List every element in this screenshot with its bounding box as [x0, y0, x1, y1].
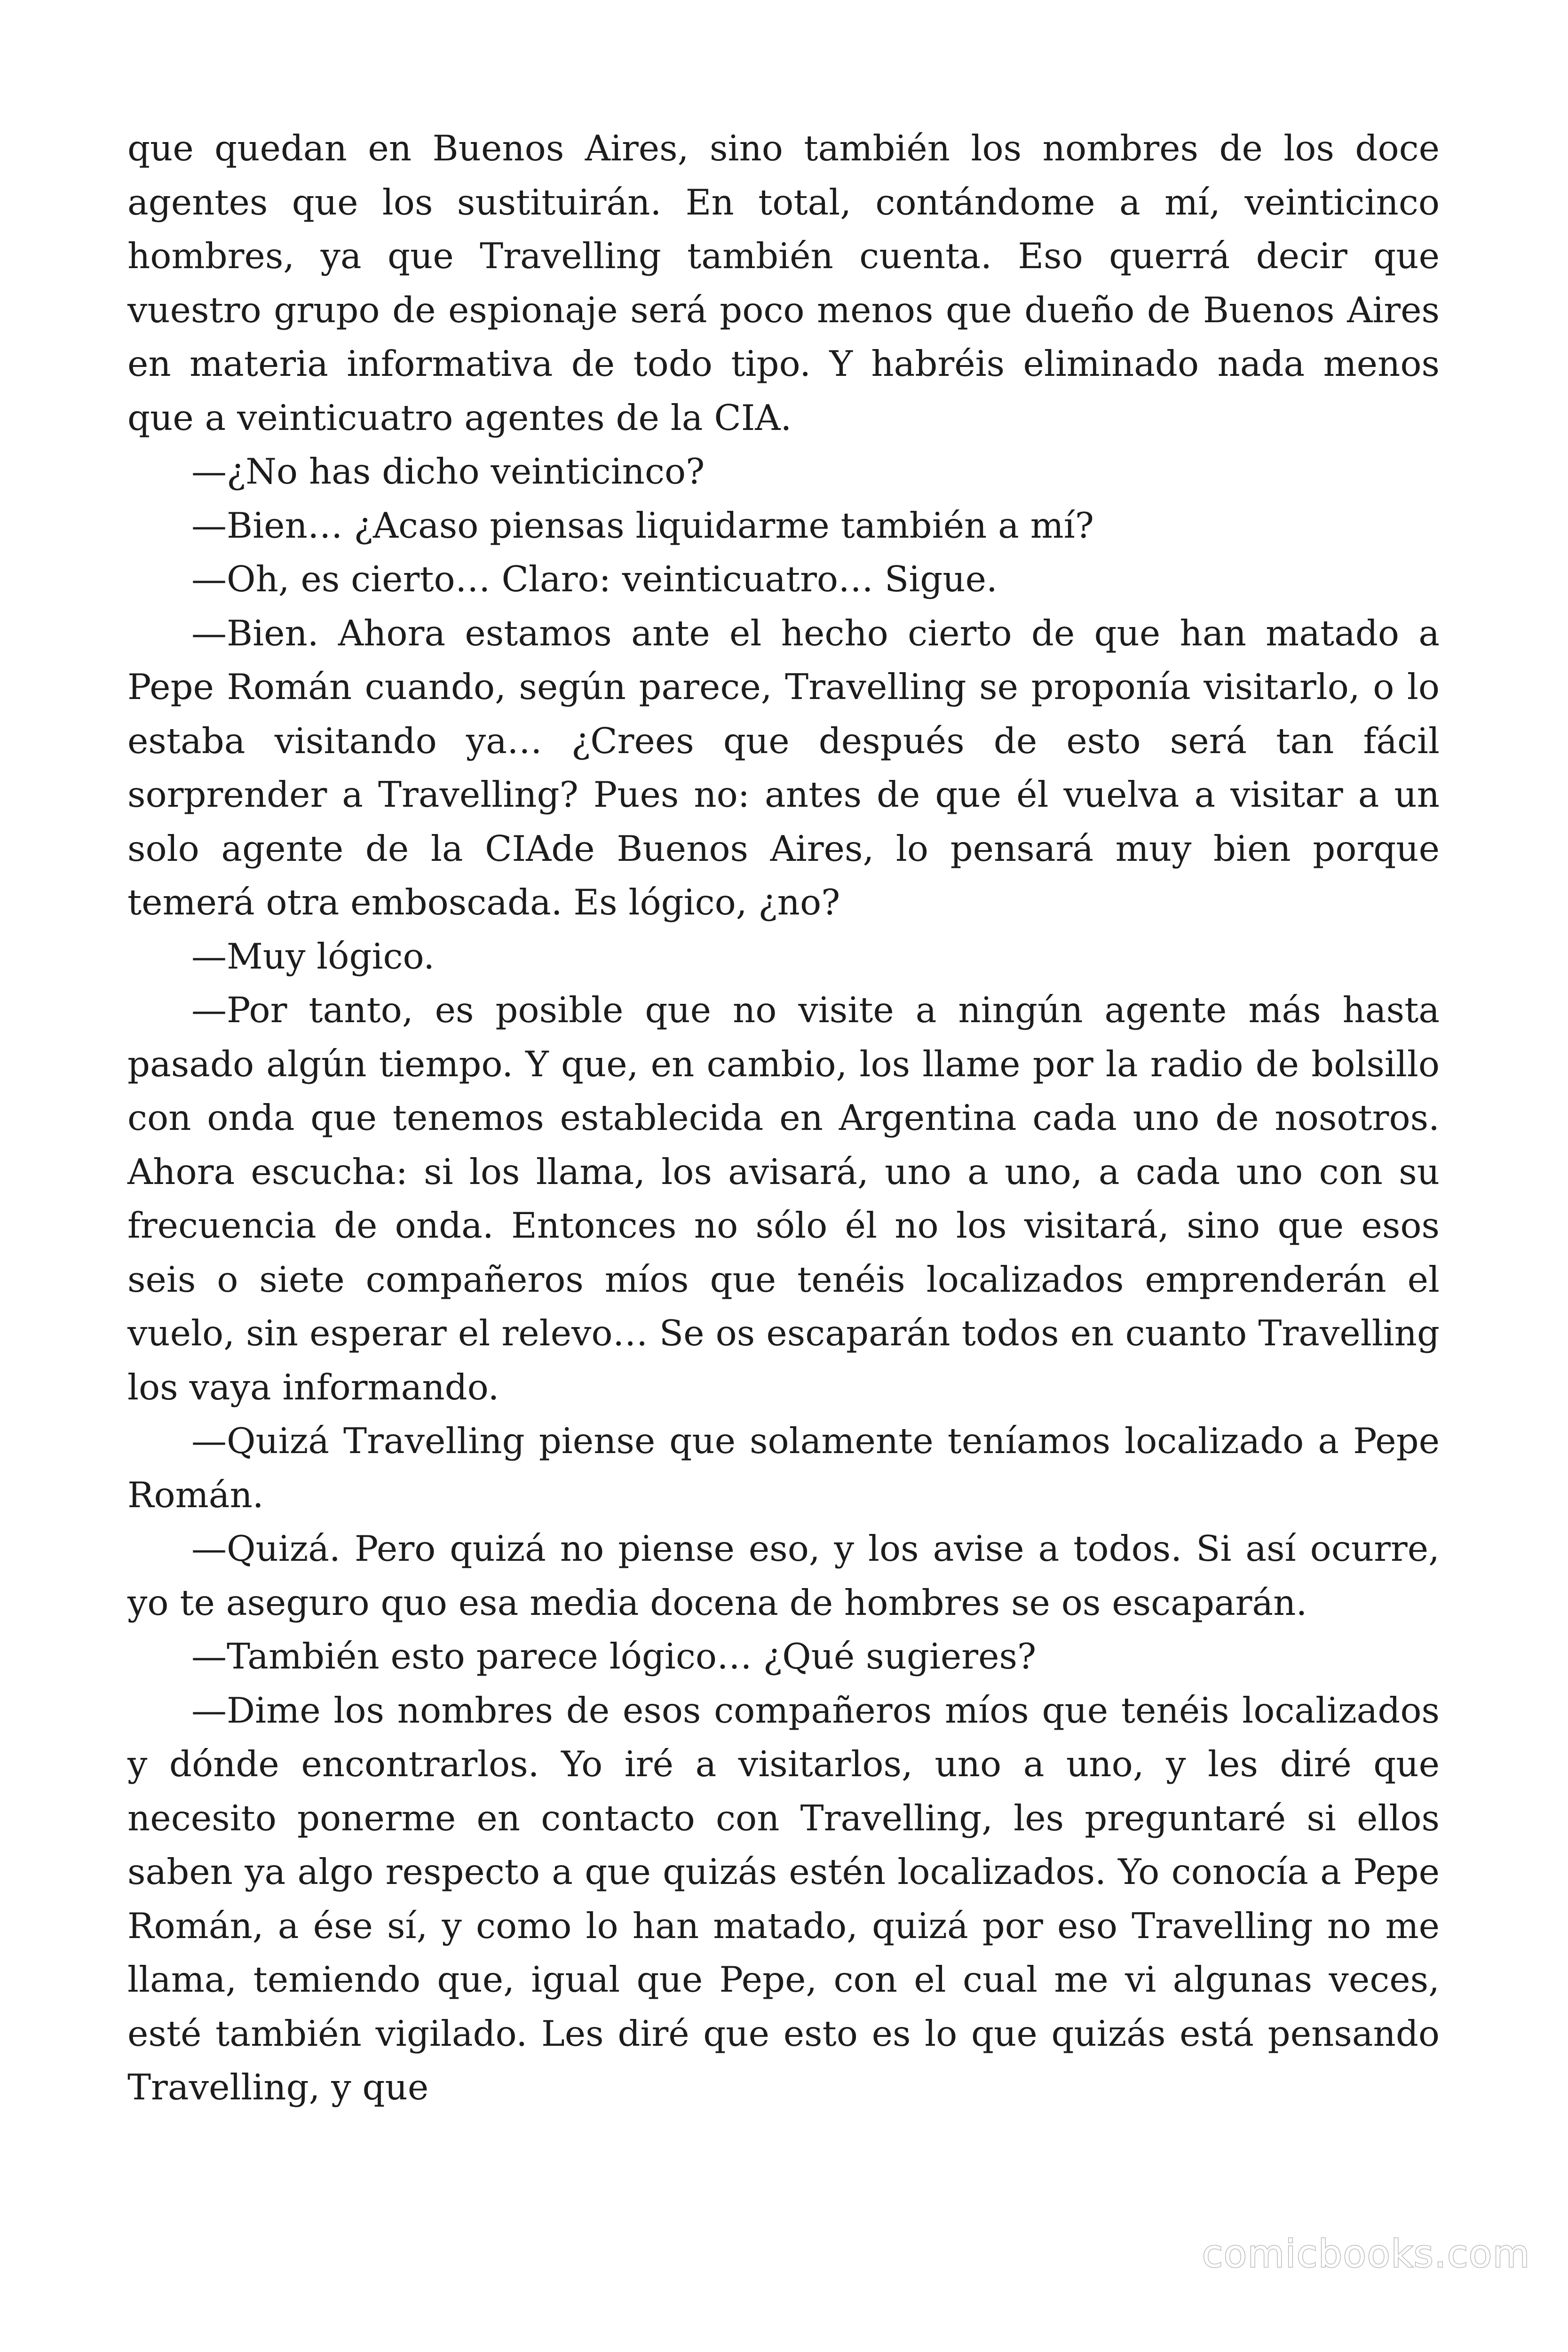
- paragraph-5: —Bien. Ahora estamos ante el hecho cierto de que han matado a Pepe Román cuando, según parece, Travelling se proponía visitarlo, o lo estaba visitando ya… ¿Crees que después de esto será tan fácil sorprender a Travelling? Pues no: antes de que él vuelva a visitar a un solo agente de la CIAde Buenos Aires, lo pensará muy bien porque temerá otra emboscada. Es lógico, ¿no?: [127, 612, 1440, 923]
- paragraph-11: —Dime los nombres de esos compañeros míos que tenéis localizados y dónde encontrarlos. Yo iré a visitarlos, uno a uno, y les diré que necesito ponerme en contacto con Travelling, les preguntaré si ellos saben ya algo respecto a que quizás estén localizados. Yo conocía a Pepe Román, a ése sí, y como lo han matado, quizá por eso Travelling no me llama, temiendo que, igual que Pepe, con el cual me vi algunas veces, esté también vigilado. Les diré que esto es lo que quizás está pensando Travelling, y que: [127, 1689, 1440, 2108]
- paragraph-1: que quedan en Buenos Aires, sino también los nombres de los doce agentes que los sustituirán. En total, contándome a mí, veinticinco hombres, ya que Travelling también cuenta. Eso querrá decir que vuestro grupo de espionaje será poco menos que dueño de Buenos Aires en materia informativa de todo tipo. Y habréis eliminado nada menos que a veinticuatro agentes de la CIA.: [127, 127, 1440, 438]
- paragraph-4: —Oh, es cierto… Claro: veinticuatro… Sigue.: [191, 558, 998, 600]
- paragraph-9: —Quizá. Pero quizá no piense eso, y los avise a todos. Si así ocurre, yo te aseguro quo esa media docena de hombres se os escaparán.: [127, 1528, 1440, 1623]
- paragraph-3: —Bien… ¿Acaso piensas liquidarme también a mí?: [191, 504, 1094, 546]
- paragraph-10: —También esto parece lógico… ¿Qué sugieres?: [191, 1636, 1037, 1677]
- watermark: comicbooks.com: [1202, 2232, 1530, 2276]
- body-text: [127, 121, 1440, 2114]
- paragraph-7: —Por tanto, es posible que no visite a ningún agente más hasta pasado algún tiempo. Y que, en cambio, los llame por la radio de bolsillo con onda que tenemos establecida en Argentina cada uno de nosotros. Ahora escucha: si los llama, los avisará, uno a uno, a cada uno con su frecuencia de onda. Entonces no sólo él no los visitará, sino que esos seis o siete compañeros míos que tenéis localizados emprenderán el vuelo, sin esperar el relevo… Se os escaparán todos en cuanto Travelling los vaya informando.: [127, 989, 1440, 1408]
- paragraph-6: —Muy lógico.: [191, 935, 435, 977]
- paragraph-8: —Quizá Travelling piense que solamente teníamos localizado a Pepe Román.: [127, 1420, 1440, 1516]
- paragraph-2: —¿No has dicho veinticinco?: [191, 451, 705, 492]
